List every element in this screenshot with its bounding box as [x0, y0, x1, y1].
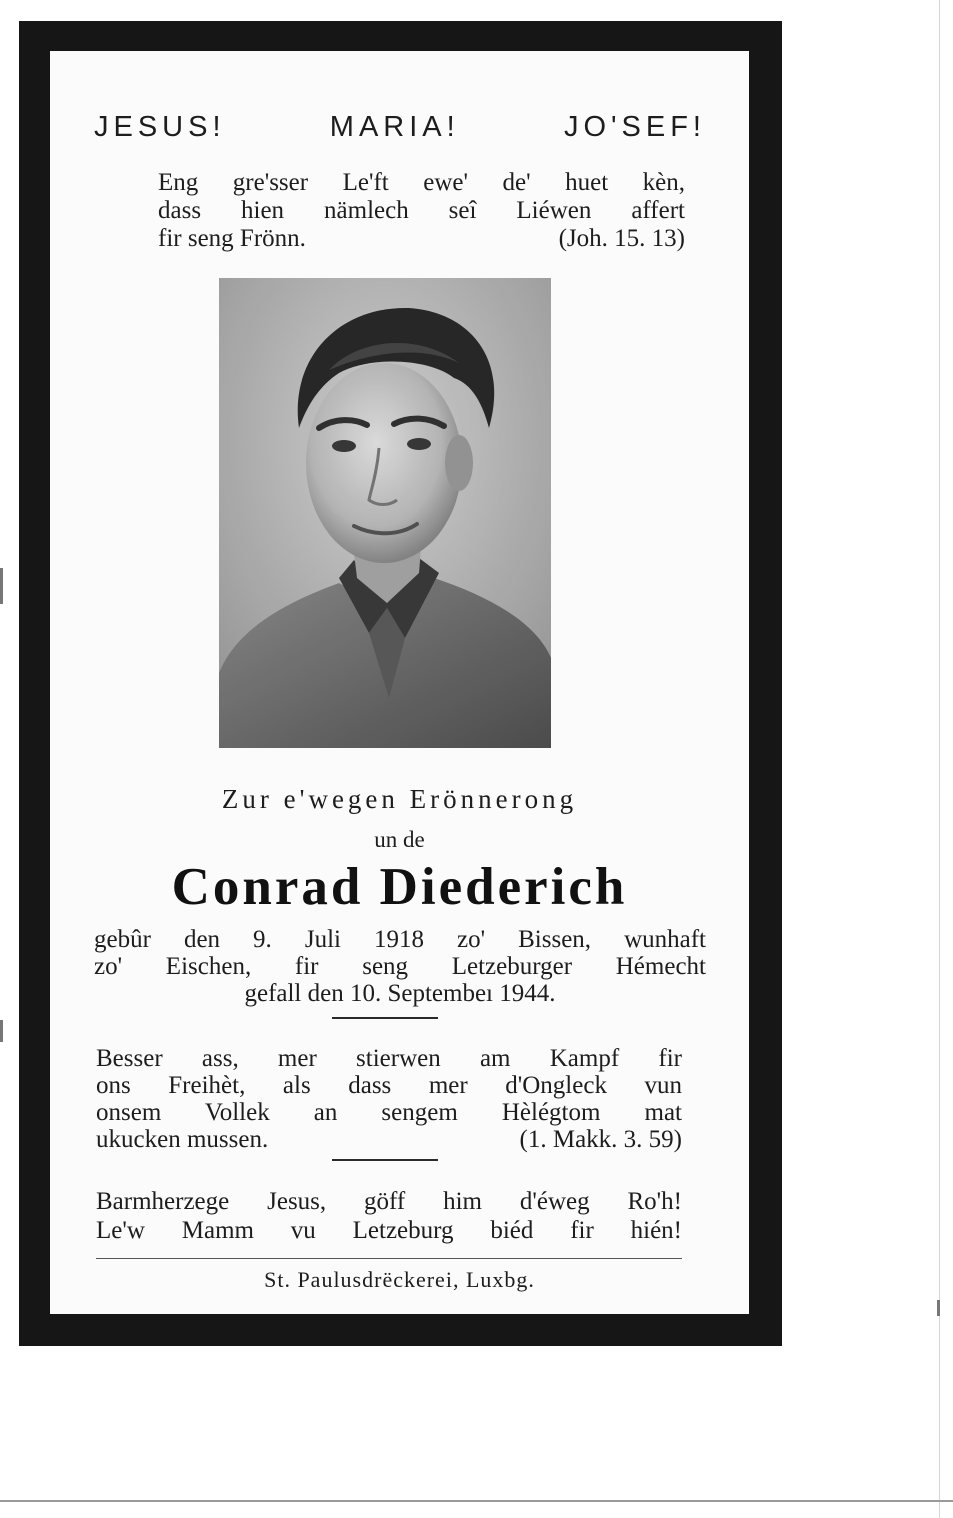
quote-line-text: dass hien nämlech seî Liéwen affert	[158, 197, 685, 224]
prayer-line	[96, 1216, 682, 1245]
quote-line-text: fir seng Frönn.	[158, 225, 306, 252]
header-word-josef: JO'SEF!	[563, 111, 706, 143]
scripture-quote	[158, 169, 685, 253]
verse-line-text: ukucken mussen.	[96, 1126, 269, 1153]
portrait-photo	[219, 278, 551, 748]
scan-mark	[0, 1020, 3, 1042]
verse-line	[96, 1045, 682, 1072]
verse-reference: (1. Makk. 3. 59)	[519, 1126, 682, 1153]
printer-credit: St. Paulusdrëckerei, Luxbg.	[264, 1267, 535, 1292]
memorial-un-de: un de	[374, 827, 425, 852]
bio-line	[94, 980, 706, 1007]
scan-mark	[0, 568, 3, 604]
prayer-line-text: Barmherzege Jesus, göff him d'éweg Ro'h!	[96, 1188, 682, 1215]
header-word-jesus: JESUS!	[94, 111, 226, 143]
header-invocation	[94, 111, 706, 144]
prayer-line-text: Le'w Mamm vu Letzeburg biéd fir hién!	[96, 1217, 682, 1244]
header-word-maria: MARIA!	[329, 111, 460, 143]
portrait-image	[219, 278, 551, 748]
scan-edge-bottom	[0, 1500, 953, 1502]
separator-line	[332, 1159, 438, 1161]
quote-line	[158, 225, 685, 253]
verse-line-text: onsem Vollek an sengem Hèlégtom mat	[96, 1099, 682, 1126]
bio-line-text: gefall den 10. Septembeı 1944.	[244, 980, 556, 1007]
prayer-line	[96, 1187, 682, 1216]
quote-reference: (Joh. 15. 13)	[558, 225, 685, 252]
memorial-card	[19, 21, 782, 1346]
separator-line	[332, 1017, 438, 1019]
verse-line	[96, 1099, 682, 1126]
scan-edge-right	[939, 0, 940, 1518]
memorial-intro: Zur e'wegen Erönnerong	[221, 784, 578, 814]
verse-line-text: Besser ass, mer stierwen am Kampf fir	[96, 1045, 682, 1072]
footer-rule	[96, 1258, 682, 1259]
scan-mark	[937, 1300, 940, 1316]
biography	[94, 926, 706, 1007]
verse-line	[96, 1072, 682, 1099]
bio-line	[94, 953, 706, 980]
deceased-name: Conrad Diederich	[171, 858, 628, 916]
bio-line-text: gebûr den 9. Juli 1918 zo' Bissen, wunhaft	[94, 926, 706, 953]
verse-line-text: ons Freihèt, als dass mer d'Ongleck vun	[96, 1072, 682, 1099]
closing-prayer	[96, 1187, 682, 1245]
card-paper	[50, 51, 749, 1314]
quote-line	[158, 197, 685, 225]
quote-line-text: Eng gre'sser Le'ft ewe' de' huet kèn,	[158, 169, 685, 196]
bio-line	[94, 926, 706, 953]
quote-line	[158, 169, 685, 197]
verse-line	[96, 1126, 682, 1153]
bio-line-text: zo' Eischen, fir seng Letzeburger Hémecht	[94, 953, 706, 980]
scripture-verse	[96, 1045, 682, 1153]
